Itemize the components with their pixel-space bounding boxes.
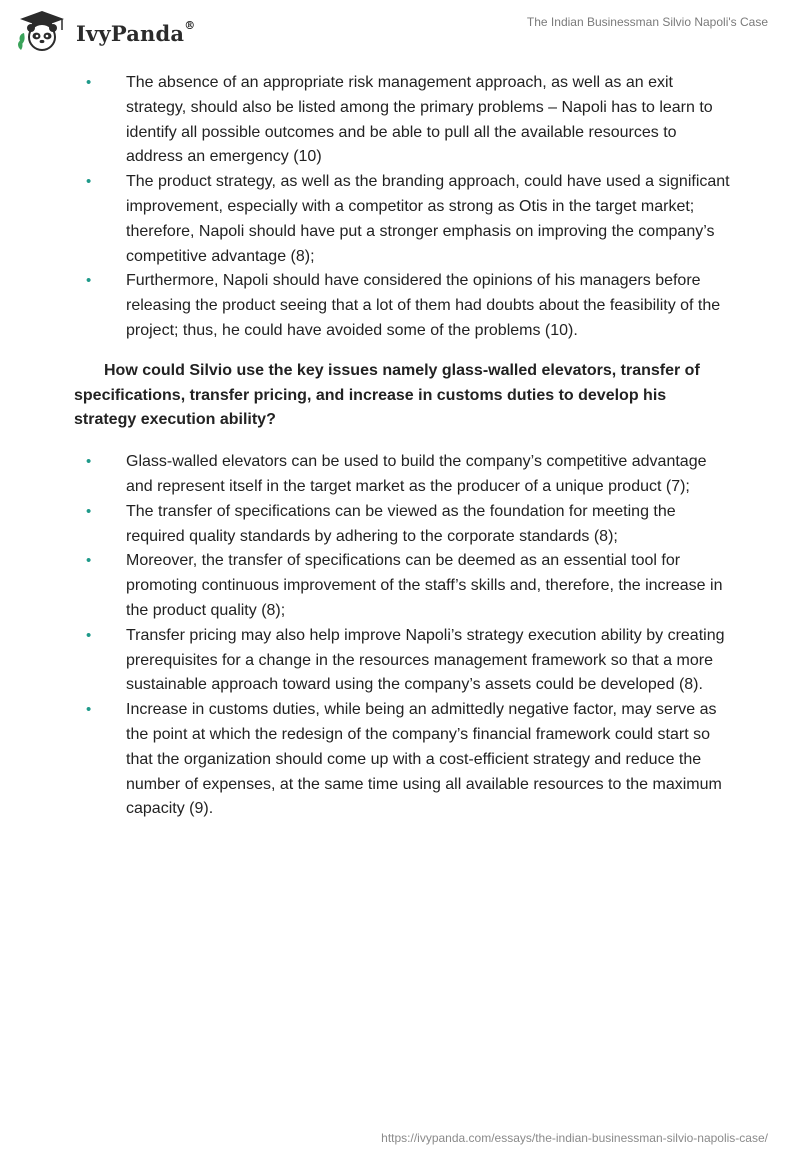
registered-mark: ®	[184, 18, 196, 32]
essay-content	[72, 71, 732, 822]
source-url-link[interactable]: https://ivypanda.com/essays/the-indian-businessman-silvio-napolis-case/	[381, 1131, 768, 1145]
list-item: • Transfer pricing may also help improve Napoli’s strategy execution ability by creating prerequisites for a change in the resources management framework so that a more sustainable approach toward using the company’s assets could be developed (8).	[72, 624, 732, 698]
list-item: • Increase in customs duties, while being an admittedly negative factor, may serve as the point at which the redesign of the company’s financial framework could start so that the organization should come up with a cost-efficient strategy and reduce the number of expenses, at the same time using all available resources to the maximum capacity (9).	[72, 698, 732, 822]
list-item: • Moreover, the transfer of specifications can be deemed as an essential tool for promoting continuous improvement of the staff’s skills and, therefore, the increase in the product quality (8);	[72, 549, 732, 623]
list-item: • Glass-walled elevators can be used to build the company’s competitive advantage and represent itself in the target market as the producer of a unique product (7);	[72, 450, 732, 500]
document-title: The Indian Businessman Silvio Napoli's Case	[526, 15, 768, 29]
section-question-heading: How could Silvio use the key issues namely glass-walled elevators, transfer of specifications, transfer pricing, and increase in customs duties to develop his strategy execution ability?	[74, 361, 700, 429]
list-item: • The absence of an appropriate risk management approach, as well as an exit strategy, should also be listed among the primary problems – Napoli has to learn to identify all possible outcomes and be able to pull all the available resources to address an emergency (10)	[72, 71, 732, 170]
list-item: • Furthermore, Napoli should have considered the opinions of his managers before releasing the product seeing that a lot of them had doubts about the feasibility of the project; thus, he could have avoided some of the problems (10).	[72, 269, 732, 343]
bullet-icon: •	[86, 272, 92, 290]
solutions-list	[72, 450, 732, 822]
panda-graduate-icon	[16, 10, 68, 52]
list-item: • The product strategy, as well as the branding approach, could have used a significant improvement, especially with a competitor as strong as Otis in the target market; therefore, Napoli should have put a stronger emphasis on improving the company’s competitive advantage (8);	[72, 170, 732, 269]
problems-list	[72, 71, 732, 344]
bullet-icon: •	[86, 626, 92, 644]
bullet-icon: •	[86, 453, 92, 471]
bullet-icon: •	[86, 74, 92, 91]
bullet-icon: •	[86, 173, 92, 191]
list-item: • The transfer of specifications can be viewed as the foundation for meeting the required quality standards by adhering to the corporate standards (8);	[72, 500, 732, 550]
logo-wordmark: IvyPanda®	[76, 18, 196, 46]
page-header	[0, 0, 800, 60]
bullet-icon: •	[86, 502, 92, 520]
bullet-icon: •	[86, 701, 92, 719]
bullet-icon: •	[86, 552, 92, 570]
ivypanda-logo[interactable]	[16, 10, 195, 52]
